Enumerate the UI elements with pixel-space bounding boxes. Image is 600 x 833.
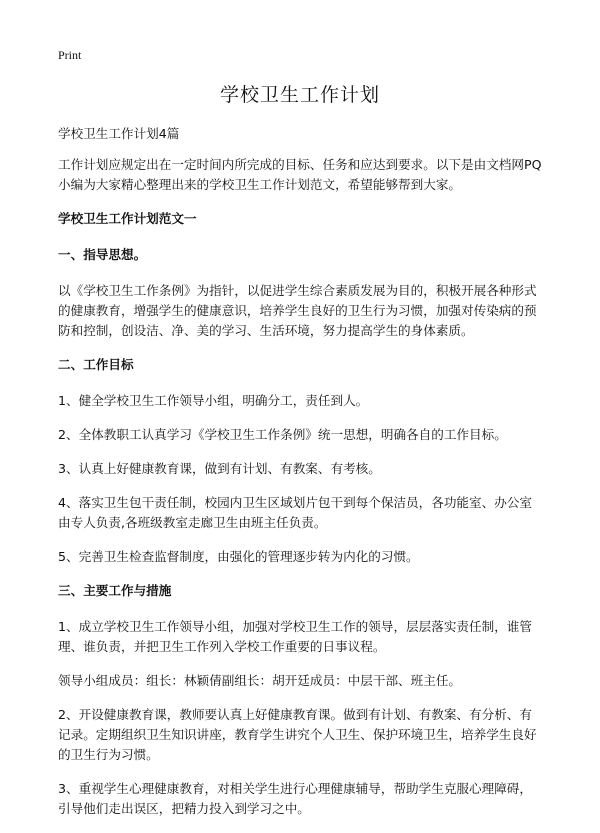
section3-item: 1、成立学校卫生工作领导小组，加强对学校卫生工作的领导，层层落实责任制，谁管理、谁负责，并把卫生工作列入学校工作重要的日事议程。 bbox=[58, 619, 532, 654]
section2-heading: 二、工作目标 bbox=[58, 357, 134, 372]
document-subtitle: 学校卫生工作计划4篇 bbox=[58, 126, 180, 141]
section3-item: 2、开设健康教育课，教师要认真上好健康教育课。做到有计划、有教案、有分析、有记录。定期组织卫生知识讲座，教育学生讲究个人卫生、保护环境卫生，培养学生良好的卫生行为习惯。 bbox=[58, 707, 537, 762]
section2-item: 3、认真上好健康教育课，做到有计划、有教案、有考核。 bbox=[58, 461, 381, 476]
section1-heading: 一、指导思想。 bbox=[58, 247, 147, 262]
section1-paragraph: 以《学校卫生工作条例》为指针，以促进学生综合素质发展为目的，积极开展各种形式的健康教育，增强学生的健康意识，培养学生良好的卫生行为习惯，加强对传染病的预防和控制，创设洁、净、美的学习、生活环境，努力提高学生的身体素质。 bbox=[58, 283, 537, 338]
sample-heading: 学校卫生工作计划范文一 bbox=[58, 211, 197, 226]
print-label: Print bbox=[58, 48, 82, 62]
document-body bbox=[58, 124, 544, 833]
section3-item: 3、重视学生心理健康教育，对相关学生进行心理健康辅导，帮助学生克服心理障碍，引导他们走出误区，把精力投入到学习之中。 bbox=[58, 781, 532, 816]
section2-item: 5、完善卫生检查监督制度，由强化的管理逐步转为内化的习惯。 bbox=[58, 549, 419, 564]
section2-item: 4、落实卫生包干责任制，校园内卫生区域划片包干到每个保洁员，各功能室、办公室由专人负责,各班级教室走廊卫生由班主任负责。 bbox=[58, 495, 532, 530]
document-title: 学校卫生工作计划 bbox=[219, 84, 380, 106]
section2-item: 1、健全学校卫生工作领导小组，明确分工，责任到人。 bbox=[58, 393, 369, 408]
section3-heading: 三、主要工作与措施 bbox=[58, 583, 172, 598]
section3-item: 领导小组成员：组长：林颖倩副组长：胡开廷成员：中层干部、班主任。 bbox=[58, 673, 461, 688]
section2-item: 2、全体教职工认真学习《学校卫生工作条例》统一思想，明确各自的工作目标。 bbox=[58, 427, 507, 442]
intro-paragraph: 工作计划应规定出在一定时间内所完成的目标、任务和应达到要求。以下是由文档网PQ小编为大家精心整理出来的学校卫生工作计划范文，希望能够帮到大家。 bbox=[58, 157, 542, 192]
